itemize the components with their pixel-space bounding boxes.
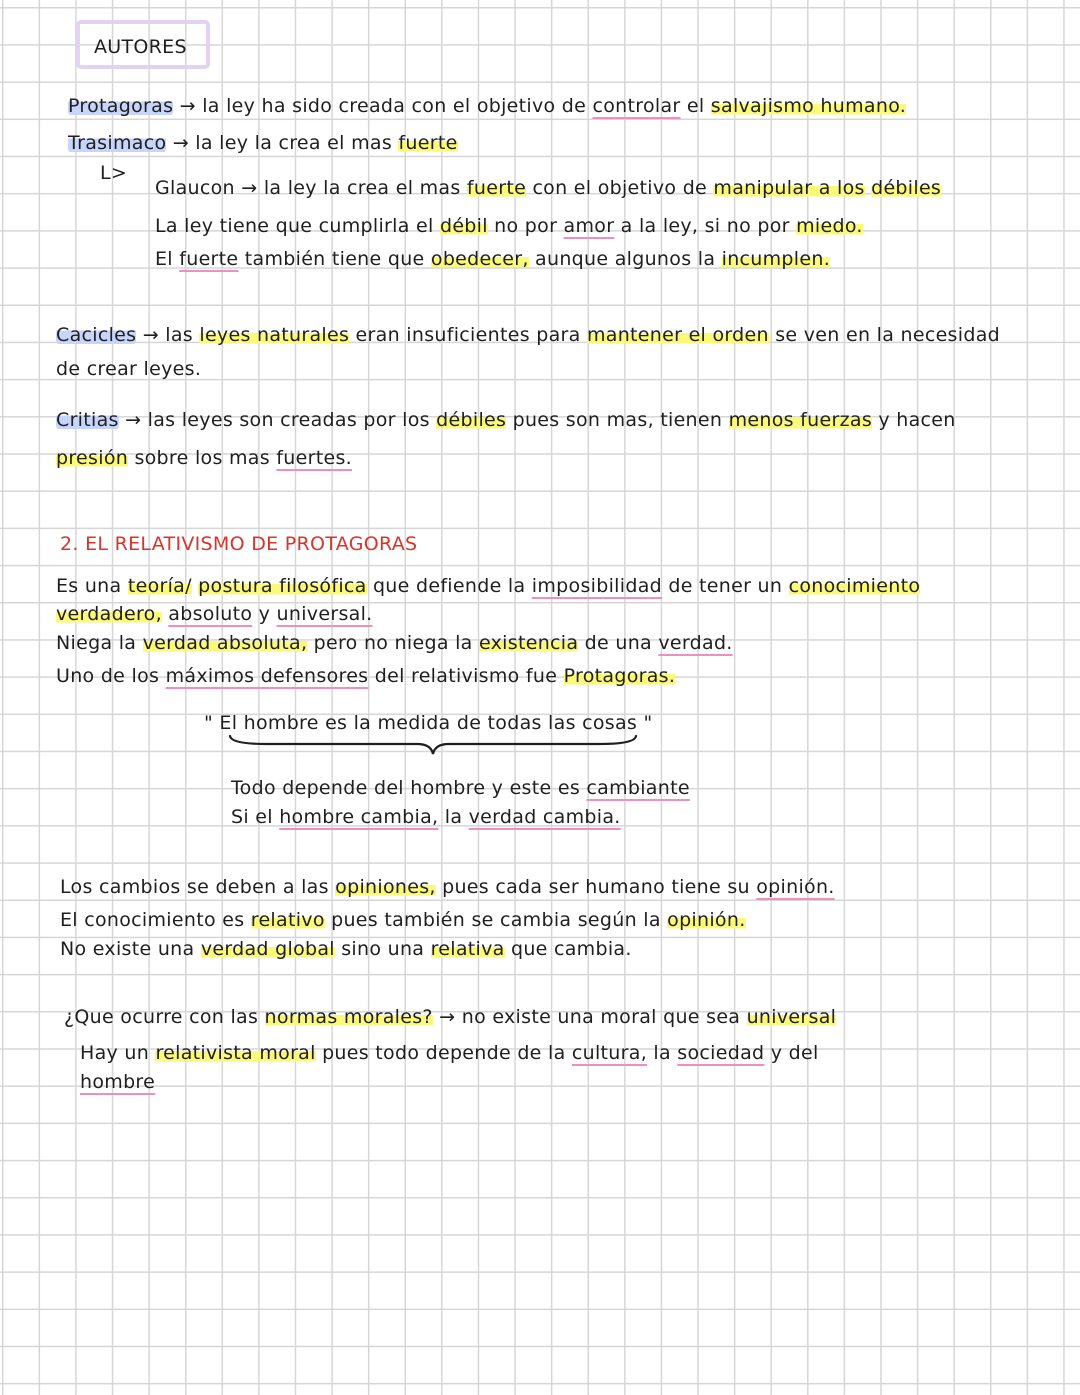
- para-6: No existe una verdad global sino una relativa que cambia.: [60, 938, 632, 960]
- section-2-title: 2. EL RELATIVISMO DE PROTAGORAS: [60, 533, 418, 555]
- para-1-line-1: Es una teoría/ postura filosófica que defiende la imposibilidad de tener un conocimiento: [56, 575, 921, 597]
- line-glaucon: Glaucon → la ley la crea el mas fuerte con el objetivo de manipular a los débiles: [155, 177, 942, 199]
- name-glaucon: Glaucon: [155, 177, 235, 199]
- para-3: Uno de los máximos defensores del relativismo fue Protagoras.: [56, 665, 676, 687]
- line-glaucon-3: El fuerte también tiene que obedecer, aunque algunos la incumplen.: [155, 248, 831, 270]
- name-trasimaco: Trasimaco: [68, 132, 167, 154]
- line-trasimaco: Trasimaco → la ley la crea el mas fuerte: [68, 132, 458, 154]
- para-8-line-1: Hay un relativista moral pues todo depende de la cultura, la sociedad y del: [80, 1042, 819, 1064]
- arrow-icon: →: [142, 324, 159, 346]
- explain-2: Si el hombre cambia, la verdad cambia.: [231, 806, 621, 828]
- para-4: Los cambios se deben a las opiniones, pues cada ser humano tiene su opinión.: [60, 876, 835, 898]
- line-cacicles: Cacicles → las leyes naturales eran insuficientes para mantener el orden se ven en la necesidad: [56, 324, 1001, 346]
- quote: " El hombre es la medida de todas las cosas ": [204, 712, 653, 734]
- para-1-line-2: verdadero, absoluto y universal.: [56, 603, 373, 625]
- arrow-icon: →: [172, 132, 189, 154]
- explain-1: Todo depende del hombre y este es cambiante: [231, 777, 690, 799]
- para-2: Niega la verdad absoluta, pero no niega la existencia de una verdad.: [56, 632, 733, 654]
- line-glaucon-2: La ley tiene que cumplirla el débil no por amor a la ley, si no por miedo.: [155, 215, 863, 237]
- para-7: ¿Que ocurre con las normas morales? → no existe una moral que sea universal: [64, 1006, 837, 1028]
- name-cacicles: Cacicles: [56, 324, 137, 346]
- arrow-icon: →: [439, 1006, 456, 1028]
- name-protagoras: Protagoras: [68, 95, 174, 117]
- name-critias: Critias: [56, 409, 119, 431]
- arrow-icon: →: [125, 409, 142, 431]
- line-critias: Critias → las leyes son creadas por los débiles pues son mas, tienen menos fuerzas y hacen: [56, 409, 956, 431]
- brace-icon: [227, 734, 639, 760]
- para-8-line-2: hombre: [80, 1071, 156, 1093]
- para-5: El conocimiento es relativo pues también se cambia según la opinión.: [60, 909, 746, 931]
- heading-autores: AUTORES: [94, 36, 187, 58]
- arrow-icon: →: [179, 95, 196, 117]
- arrow-icon: →: [241, 177, 258, 199]
- line-protagoras: Protagoras → la ley ha sido creada con el objetivo de controlar el salvajismo humano.: [68, 95, 907, 117]
- line-cacicles-2: de crear leyes.: [56, 358, 202, 380]
- hook-arrow-icon: L>: [100, 162, 128, 184]
- line-critias-2: presión sobre los mas fuertes.: [56, 447, 352, 469]
